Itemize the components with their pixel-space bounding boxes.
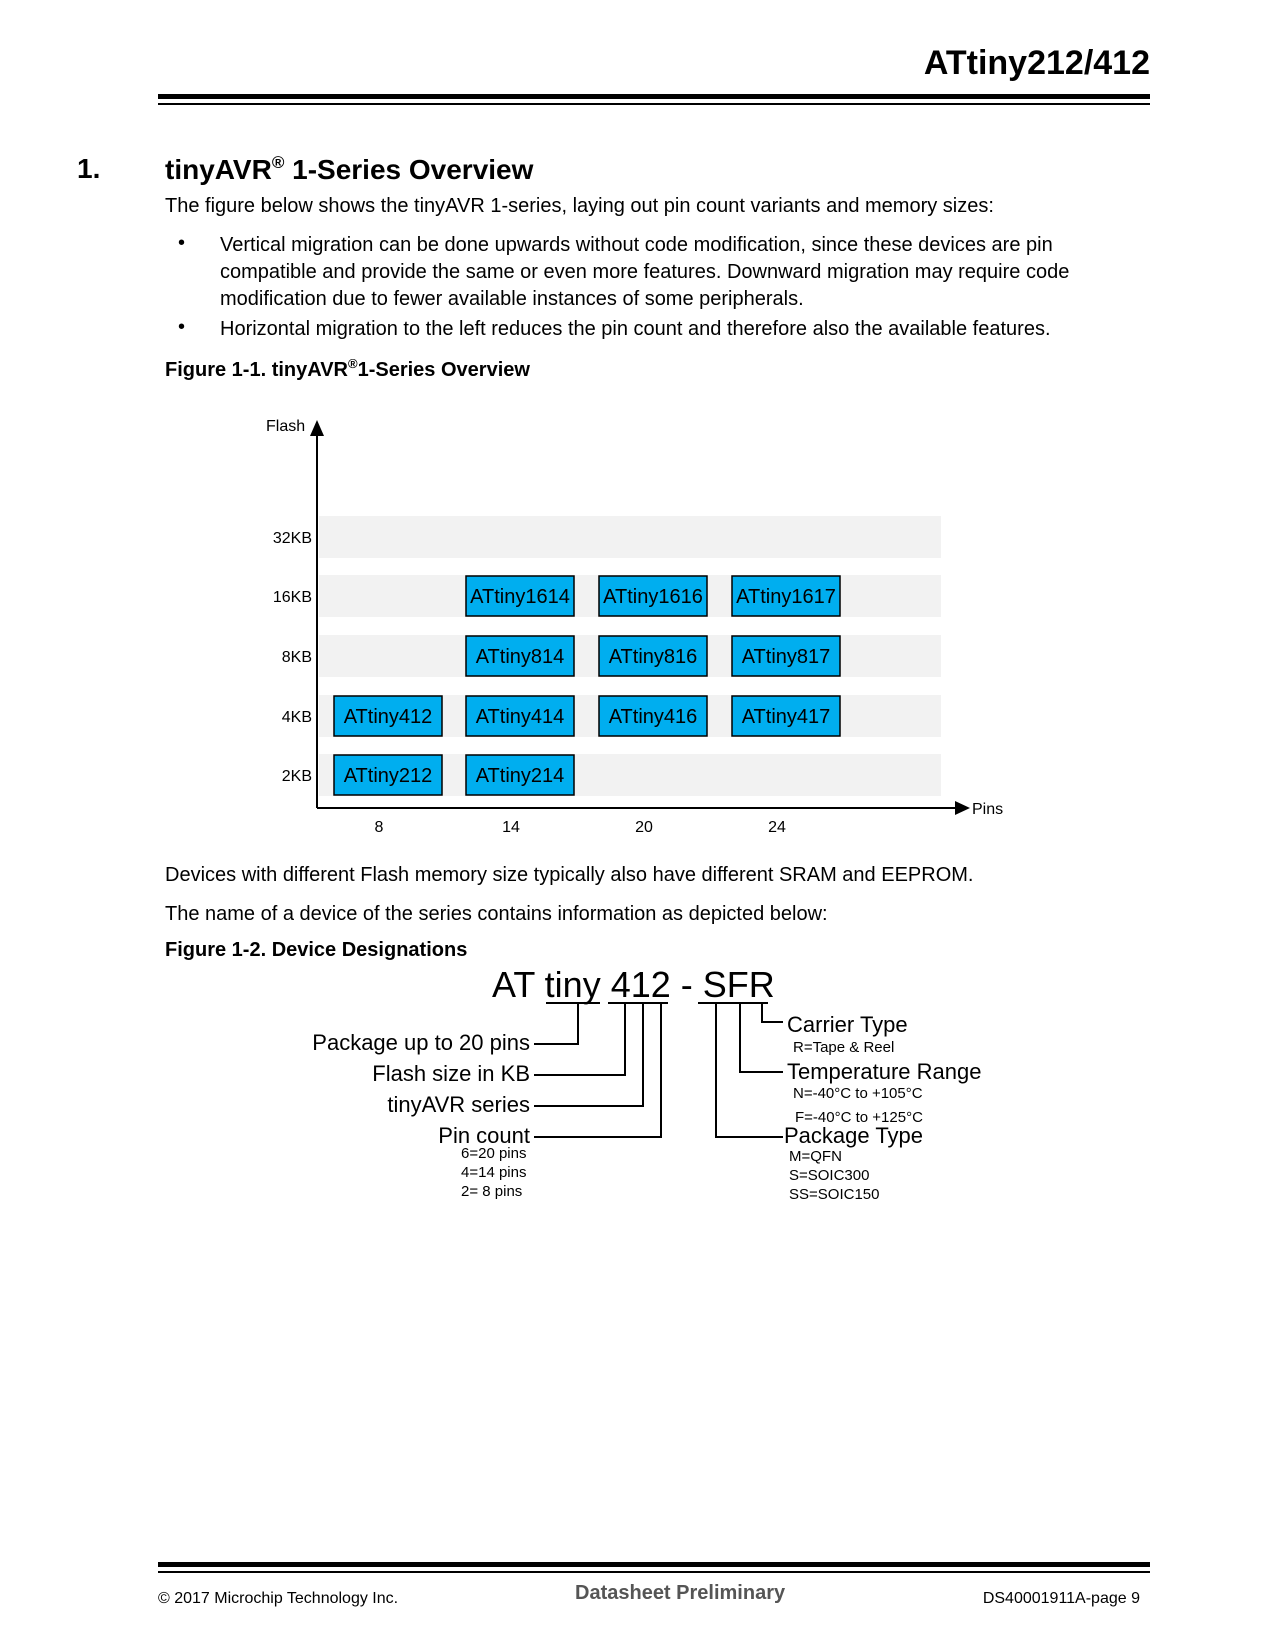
label-carrier-r: R=Tape & Reel bbox=[793, 1039, 895, 1056]
col-label-24: 24 bbox=[768, 819, 786, 836]
row-label-4kb: 4KB bbox=[281, 709, 312, 726]
x-axis-arrow-icon bbox=[955, 801, 970, 815]
y-axis-arrow-icon bbox=[310, 420, 324, 436]
row-label-16kb: 16KB bbox=[272, 589, 312, 606]
left-connector-lines bbox=[534, 1003, 661, 1137]
footer-page-number: DS40001911A-page 9 bbox=[982, 1590, 1140, 1607]
device-label: ATtiny412 bbox=[343, 706, 433, 728]
row-label-2kb: 2KB bbox=[281, 768, 312, 785]
device-label: ATtiny1614 bbox=[470, 586, 570, 608]
section-title-main: tinyAVR bbox=[165, 154, 272, 185]
footer-rule-thick bbox=[158, 1562, 1150, 1567]
device-label: ATtiny1616 bbox=[603, 586, 703, 608]
document-title: ATtiny212/412 bbox=[923, 44, 1150, 82]
device-attiny212 bbox=[334, 755, 442, 795]
device-label: ATtiny1617 bbox=[736, 586, 836, 608]
y-axis-label: Flash bbox=[266, 418, 306, 435]
device-attiny817 bbox=[732, 636, 840, 676]
device-label: ATtiny417 bbox=[741, 706, 831, 728]
label-pin-6: 6=20 pins bbox=[461, 1145, 527, 1162]
label-pin-count: Pin count bbox=[438, 1123, 530, 1148]
device-label: ATtiny212 bbox=[343, 765, 433, 787]
footer-status: Datasheet Preliminary bbox=[575, 1582, 786, 1604]
bullet-marker-2: • bbox=[178, 316, 186, 338]
footer-rule-thin bbox=[158, 1571, 1150, 1573]
device-attiny1617 bbox=[732, 576, 840, 616]
device-label: ATtiny414 bbox=[475, 706, 565, 728]
x-axis-label: Pins bbox=[972, 801, 1004, 818]
device-attiny1614 bbox=[466, 576, 574, 616]
label-series: tinyAVR series bbox=[387, 1092, 530, 1117]
part-number: AT tiny 412 - SFR bbox=[492, 964, 775, 1005]
label-flash-size: Flash size in KB bbox=[372, 1061, 530, 1086]
device-attiny214 bbox=[466, 755, 574, 795]
device-attiny416 bbox=[599, 696, 707, 736]
bullet-text-1: Vertical migration can be done upwards without code modification, since these devices are pin compatible and provide the same or even more features. Downward migration may require code modification due to fewer available instances of some peripherals. bbox=[220, 234, 1070, 310]
flash-band-32kb bbox=[319, 516, 941, 558]
figure-2-caption: Figure 1-2. Device Designations bbox=[165, 939, 468, 961]
device-label: ATtiny814 bbox=[475, 646, 565, 668]
figure-1-caption-registered: ® bbox=[348, 356, 358, 371]
label-pin-4: 4=14 pins bbox=[461, 1164, 527, 1181]
device-attiny1616 bbox=[599, 576, 707, 616]
device-label: ATtiny816 bbox=[608, 646, 698, 668]
label-package-type: Package Type bbox=[784, 1123, 924, 1148]
section-title-rest: 1-Series Overview bbox=[284, 154, 534, 185]
right-connector-lines bbox=[716, 1003, 783, 1137]
pin-column-labels bbox=[375, 819, 786, 836]
row-label-32kb: 32KB bbox=[272, 530, 312, 547]
device-label: ATtiny416 bbox=[608, 706, 698, 728]
col-label-8: 8 bbox=[374, 819, 384, 836]
device-attiny412 bbox=[334, 696, 442, 736]
section-number: 1. bbox=[77, 153, 101, 184]
bullet-marker-1: • bbox=[178, 232, 186, 254]
label-pin-2: 2= 8 pins bbox=[461, 1183, 523, 1200]
label-pkg-m: M=QFN bbox=[789, 1148, 842, 1165]
bullet-text-2: Horizontal migration to the left reduces the pin count and therefore also the available features. bbox=[220, 318, 1051, 340]
device-attiny816 bbox=[599, 636, 707, 676]
label-temp-n: N=-40°C to +105°C bbox=[793, 1085, 923, 1102]
col-label-20: 20 bbox=[635, 819, 653, 836]
label-carrier-type: Carrier Type bbox=[787, 1012, 908, 1037]
device-attiny417 bbox=[732, 696, 840, 736]
device-attiny814 bbox=[466, 636, 574, 676]
label-pkg-s: S=SOIC300 bbox=[789, 1167, 870, 1184]
footer-copyright: © 2017 Microchip Technology Inc. bbox=[158, 1590, 399, 1607]
col-label-14: 14 bbox=[502, 819, 520, 836]
section-title-registered: ® bbox=[271, 153, 285, 172]
device-label: ATtiny214 bbox=[475, 765, 565, 787]
label-temp-range: Temperature Range bbox=[787, 1059, 982, 1084]
figure-1-caption-prefix: Figure 1-1. tinyAVR bbox=[165, 359, 348, 381]
label-package-up-to-20: Package up to 20 pins bbox=[312, 1030, 530, 1055]
label-pkg-ss: SS=SOIC150 bbox=[789, 1186, 880, 1203]
intro-paragraph: The figure below shows the tinyAVR 1-series, laying out pin count variants and memory sizes: bbox=[165, 195, 994, 217]
label-temp-f: F=-40°C to +125°C bbox=[795, 1109, 923, 1126]
device-attiny414 bbox=[466, 696, 574, 736]
flash-row-labels bbox=[273, 530, 312, 785]
paragraph-sram-eeprom: Devices with different Flash memory size typically also have different SRAM and EEPROM. bbox=[165, 864, 974, 886]
paragraph-device-name: The name of a device of the series contains information as depicted below: bbox=[165, 903, 828, 925]
device-label: ATtiny817 bbox=[741, 646, 831, 668]
row-label-8kb: 8KB bbox=[281, 649, 312, 666]
figure-1-caption-rest: 1-Series Overview bbox=[357, 359, 530, 381]
